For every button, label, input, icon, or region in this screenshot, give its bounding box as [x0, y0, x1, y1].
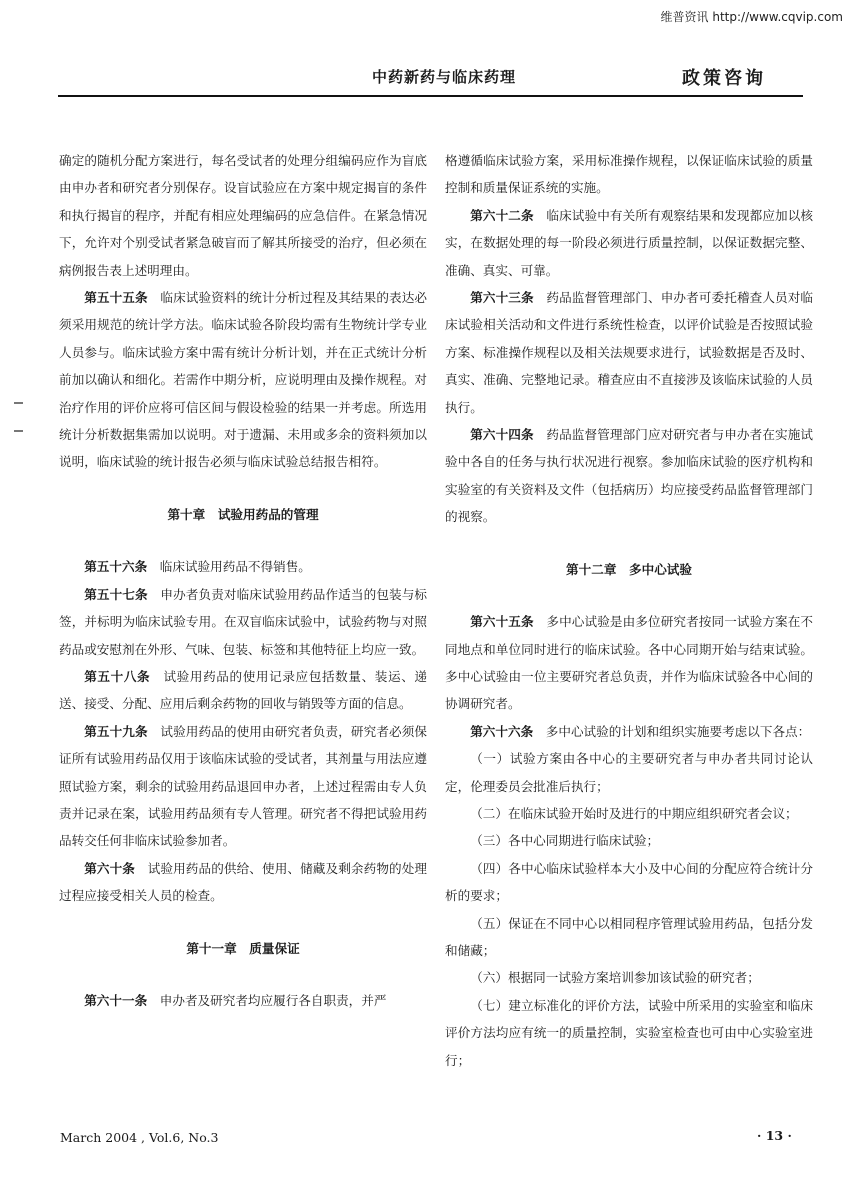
article-paragraph: 第六十二条 临床试验中有关所有观察结果和发现都应加以核实，在数据处理的每一阶段必须进行质量控制，以保证数据完整、准确、真实、可靠。	[445, 207, 814, 278]
chapter-heading: 第十章 试验用药品的管理	[167, 506, 319, 522]
list-item: （一）试验方案由各中心的主要研究者与申办者共同讨论认定，伦理委员会批准后执行；	[445, 751, 813, 794]
chapter-heading: 第十二章 多中心试验	[566, 561, 692, 577]
chapter-heading: 第十一章 质量保证	[186, 940, 300, 956]
list-item: （五）保证在不同中心以相同程序管理试验用药品，包括分发和储藏；	[445, 915, 813, 958]
list-item: （七）建立标准化的评价方法，试验中所采用的实验室和临床评价方法均应有统一的质量控制，实验室检查也可由中心实验室进行；	[445, 997, 813, 1068]
article-paragraph: 第六十条 试验用药品的供给、使用、储藏及剩余药物的处理过程应接受相关人员的检查。	[59, 860, 428, 904]
watermark: 维普资讯 http://www.cqvip.com	[660, 10, 843, 24]
article-paragraph: 第六十六条 多中心试验的计划和组织实施要考虑以下各点：	[470, 723, 811, 739]
article-paragraph: 第五十六条 临床试验用药品不得销售。	[84, 559, 311, 575]
list-item: （六）根据同一试验方案培训参加该试验的研究者；	[470, 970, 760, 986]
section-title: 政策咨询	[682, 68, 766, 89]
article-paragraph: 第五十九条 试验用药品的使用由研究者负责，研究者必须保证所有试验用药品仅用于该临床试验的受试者，其剂量与用法应遵照试验方案，剩余的试验用药品退回申办者，上述过程需由专人负责并记录在案，试验用药品须有专人管理。研究者不得把试验用药品转交任何非临床试验参加者。	[59, 723, 428, 849]
article-paragraph: 第五十七条 申办者负责对临床试验用药品作适当的包装与标签，并标明为临床试验专用。在双盲临床试验中，试验药物与对照药品或安慰剂在外形、气味、包装、标签和其他特征上均应一致。	[59, 586, 428, 657]
issue-info: March 2004 , Vol.6, No.3	[60, 1130, 219, 1145]
margin-mark	[14, 430, 23, 432]
article-paragraph: 第六十三条 药品监督管理部门、申办者可委托稽查人员对临床试验相关活动和文件进行系统性检查，以评价试验是否按照试验方案、标准操作规程以及相关法规要求进行，试验数据是否及时、真实、准确、完整地记录。稽查应由不直接涉及该临床试验的人员执行。	[445, 290, 814, 415]
article-paragraph: 第五十五条 临床试验资料的统计分析过程及其结果的表达必须采用规范的统计学方法。临床试验各阶段均需有生物统计学专业人员参与。临床试验方案中需有统计分析计划，并在正式统计分析前加以确认和细化。若需作中期分析，应说明理由及操作规程。对治疗作用的评价应将可信区间与假设检验的结果一并考虑。所选用统计分析数据集需加以说明。对于遗漏、未用或多余的资料须加以说明，临床试验的统计报告必须与临床试验总结报告相符。	[59, 290, 428, 470]
list-item: （三）各中心同期进行临床试验；	[470, 833, 660, 849]
margin-mark	[14, 402, 23, 404]
article-paragraph: 第五十八条 试验用药品的使用记录应包括数量、装运、递送、接受、分配、应用后剩余药物的回收与销毁等方面的信息。	[59, 668, 428, 712]
list-item: （二）在临床试验开始时及进行的中期应组织研究者会议；	[470, 805, 798, 821]
article-paragraph: 第六十五条 多中心试验是由多位研究者按同一试验方案在不同地点和单位同时进行的临床试验。各中心同期开始与结束试验。多中心试验由一位主要研究者总负责，并作为临床试验各中心间的协调研究者。	[445, 614, 814, 712]
journal-title: 中药新药与临床药理	[372, 68, 517, 86]
header-rule	[58, 95, 803, 97]
list-item: （四）各中心临床试验样本大小及中心间的分配应符合统计分析的要求；	[445, 860, 813, 904]
paragraph: 格遵循临床试验方案，采用标准操作规程，以保证临床试验的质量控制和质量保证系统的实施。	[445, 153, 813, 196]
article-paragraph: 第六十四条 药品监督管理部门应对研究者与申办者在实施试验中各自的任务与执行状况进行视察。参加临床试验的医疗机构和实验室的有关资料及文件（包括病历）均应接受药品监督管理部门的视察。	[445, 427, 814, 525]
paragraph: 确定的随机分配方案进行，每名受试者的处理分组编码应作为盲底由申办者和研究者分别保存。设盲试验应在方案中规定揭盲的条件和执行揭盲的程序，并配有相应处理编码的应急信件。在紧急情况下，允许对个别受试者紧急破盲而了解其所接受的治疗，但必须在病例报告表上述明理由。	[59, 153, 427, 278]
left-column	[59, 147, 427, 1014]
article-paragraph: 第六十一条 申办者及研究者均应履行各自职责，并严	[84, 992, 387, 1008]
page-number: · 13 ·	[757, 1128, 792, 1143]
right-column	[445, 147, 813, 1074]
